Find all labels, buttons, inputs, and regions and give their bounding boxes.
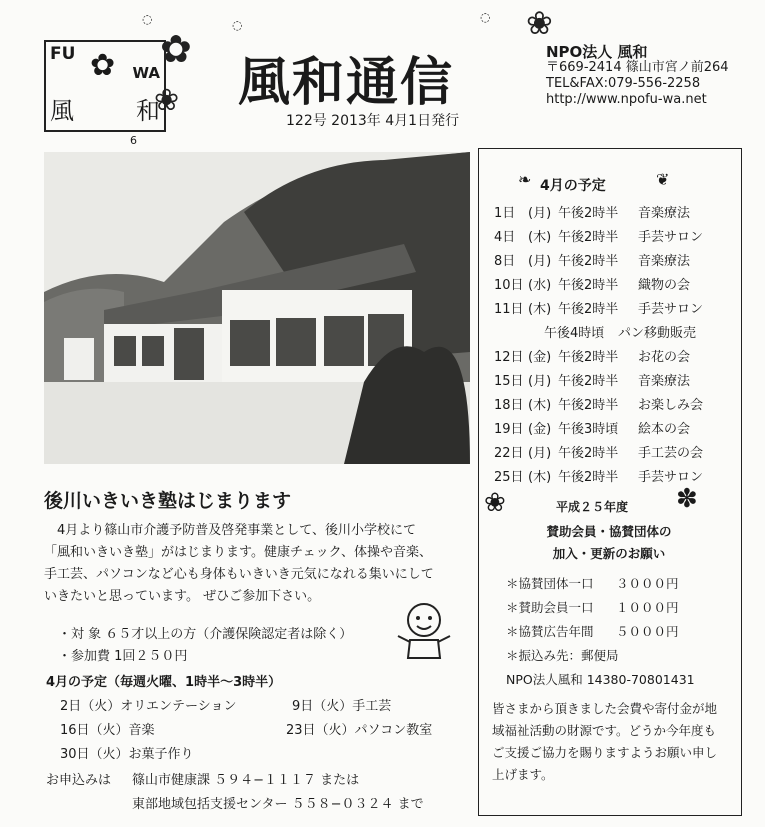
- schedule-event: お花の会: [638, 350, 691, 365]
- apply-contact-1: 篠山市健康課 ５９４−１１１７ または: [132, 773, 360, 788]
- issue-info: 122号 2013年 4月1日発行: [286, 113, 460, 129]
- transfer-line: ＊振込み先：郵便局: [506, 648, 619, 663]
- schedule-row: [494, 250, 714, 270]
- schedule-time: 午後2時半: [558, 398, 619, 413]
- schedule-weekday: (月): [528, 206, 552, 221]
- schedule-time: 午後2時半: [558, 230, 619, 245]
- schedule-event: 手芸サロン: [638, 302, 704, 317]
- schedule-event: パン移動販売: [618, 326, 697, 341]
- sprout-icon: ❦: [656, 170, 670, 189]
- schedule-day: 8日: [494, 254, 516, 269]
- fee-value: ５０００円: [616, 624, 679, 639]
- fee-value: ３０００円: [616, 576, 679, 591]
- schedule-row: [494, 274, 714, 294]
- flower-icon: ❀: [526, 4, 553, 42]
- logo-fu: FU: [50, 44, 76, 64]
- org-info: [546, 44, 729, 108]
- swirl-icon: ❧: [518, 170, 532, 189]
- newsletter-title: 風和通信: [238, 52, 455, 113]
- fee-line: ・参加費 1回２５０円: [58, 649, 188, 664]
- schedule-time: 午後3時頃: [558, 422, 619, 437]
- article-line: 「風和いきいき塾」がはじまります。健康チェック、体操や音楽、: [44, 545, 433, 560]
- schedule-time: 午後4時頃: [544, 326, 605, 341]
- schedule-event: 音楽療法: [638, 206, 691, 221]
- schedule-event: 手工芸の会: [638, 446, 704, 461]
- schedule-row: [494, 298, 714, 318]
- schedule-event: 絵本の会: [638, 422, 691, 437]
- flower-icon: ✿: [90, 48, 116, 83]
- article-body: [44, 520, 464, 608]
- thanks-message: 皆さまから頂きました会費や寄付金が地域福祉活動の財源です。どうか今年度もご支援ご協力を賜りますようお願い申し上げます。: [492, 701, 718, 782]
- schedule-event: 手芸サロン: [638, 470, 704, 485]
- plan-item: 30日（火）お菓子作り: [60, 747, 194, 762]
- dot-icon: ◌: [480, 10, 491, 24]
- schedule-weekday: (月): [528, 254, 552, 269]
- article-line: 手工芸、パソコンなど心も身体もいきいき元気になれる集いにして: [44, 567, 434, 582]
- schedule-time: 午後2時半: [558, 470, 619, 485]
- schedule-time: 午後2時半: [558, 350, 619, 365]
- article-line: 4月より篠山市介護予防普及啓発事業として、後川小学校にて: [44, 523, 417, 538]
- org-tel: TEL&FAX:079-556-2258: [546, 76, 701, 91]
- fee-label: ＊協賛広告年間: [506, 624, 594, 639]
- schedule-day: 15日: [494, 374, 524, 389]
- schedule-weekday: (水): [528, 278, 552, 293]
- schedule-time: 午後2時半: [558, 254, 619, 269]
- org-address: 〒669-2414 篠山市宮ノ前264: [546, 60, 729, 75]
- schedule-event: 音楽療法: [638, 374, 691, 389]
- logo-kanji-wa: 和: [136, 97, 160, 125]
- fiscal-year: 平成２５年度: [556, 500, 629, 514]
- fee-label: ＊賛助会員一口: [506, 600, 594, 615]
- plan-item: 23日（火）パソコン教室: [286, 723, 433, 738]
- schedule-day: 19日: [494, 422, 524, 437]
- schedule-row: [494, 202, 714, 222]
- schedule-row: [494, 322, 714, 342]
- fee-label: ＊協賛団体一口: [506, 576, 594, 591]
- flower-icon: ✿: [160, 27, 192, 71]
- schedule-day: 25日: [494, 470, 524, 485]
- schedule-day: 22日: [494, 446, 524, 461]
- org-url: http://www.npofu-wa.net: [546, 92, 707, 107]
- schedule-day: 12日: [494, 350, 524, 365]
- schedule-row: [494, 394, 714, 414]
- schedule-row: [494, 418, 714, 438]
- flower-icon: ✽: [676, 484, 698, 514]
- org-name: NPO法人 風和: [546, 43, 648, 61]
- schedule-day: 11日: [494, 302, 524, 317]
- schedule-time: 午後2時半: [558, 302, 619, 317]
- article-line: いきたいと思っています。 ぜひご参加下さい。: [44, 589, 321, 604]
- schedule-time: 午後2時半: [558, 374, 619, 389]
- plan-item: 2日（火）オリエンテーション: [60, 699, 237, 714]
- schedule-day: 1日: [494, 206, 516, 221]
- membership-line-2: 加入・更新のお願い: [552, 546, 666, 561]
- apply-contact-2: 東部地域包括支援センター ５５８−０３２４ まで: [132, 797, 424, 812]
- plan-title: 4月の予定（毎週火曜、1時半〜3時半）: [46, 675, 282, 690]
- fee-value: １０００円: [616, 600, 679, 615]
- article-title: 後川いきいき塾はじまります: [44, 490, 292, 512]
- schedule-title: 4月の予定: [540, 178, 606, 194]
- schedule-day: 4日: [494, 230, 516, 245]
- schedule-row: [494, 346, 714, 366]
- target-line: ・対 象 ６５才以上の方（介護保険認定者は除く）: [58, 627, 353, 642]
- logo-number: 6: [130, 134, 137, 147]
- dot-icon: ◌: [232, 18, 243, 32]
- schedule-weekday: (木): [528, 470, 552, 485]
- flower-icon: ❀: [154, 83, 180, 118]
- plan-item: 16日（火）音楽: [60, 723, 155, 738]
- schedule-time: 午後2時半: [558, 278, 619, 293]
- plan-item: 9日（火）手工芸: [292, 699, 392, 714]
- schedule-row: [494, 466, 714, 486]
- school-photo: [44, 152, 470, 464]
- schedule-weekday: (木): [528, 398, 552, 413]
- cartoon-person-icon: [384, 596, 464, 672]
- schedule-weekday: (木): [528, 230, 552, 245]
- schedule-row: [494, 442, 714, 462]
- schedule-event: 音楽療法: [638, 254, 691, 269]
- schedule-event: お楽しみ会: [638, 398, 704, 413]
- schedule-day: 10日: [494, 278, 524, 293]
- account-line: NPO法人風和 14380-70801431: [506, 672, 695, 687]
- schedule-weekday: (金): [528, 350, 552, 365]
- schedule-weekday: (月): [528, 374, 552, 389]
- schedule-row: [494, 226, 714, 246]
- schedule-day: 18日: [494, 398, 524, 413]
- schedule-event: 織物の会: [638, 278, 691, 293]
- membership-line-1: 賛助会員・協賛団体の: [546, 524, 672, 539]
- schedule-event: 手芸サロン: [638, 230, 704, 245]
- logo-wa: WA: [132, 64, 160, 82]
- apply-label: お申込みは: [46, 773, 112, 788]
- logo: [44, 40, 166, 147]
- schedule-row: [494, 370, 714, 390]
- schedule-weekday: (金): [528, 422, 552, 437]
- flower-icon: ❀: [484, 488, 506, 518]
- dot-icon: ◌: [142, 12, 153, 26]
- schedule-weekday: (月): [528, 446, 552, 461]
- schedule-time: 午後2時半: [558, 446, 619, 461]
- schedule-time: 午後2時半: [558, 206, 619, 221]
- schedule-weekday: (木): [528, 302, 552, 317]
- logo-kanji-fu: 風: [50, 97, 74, 125]
